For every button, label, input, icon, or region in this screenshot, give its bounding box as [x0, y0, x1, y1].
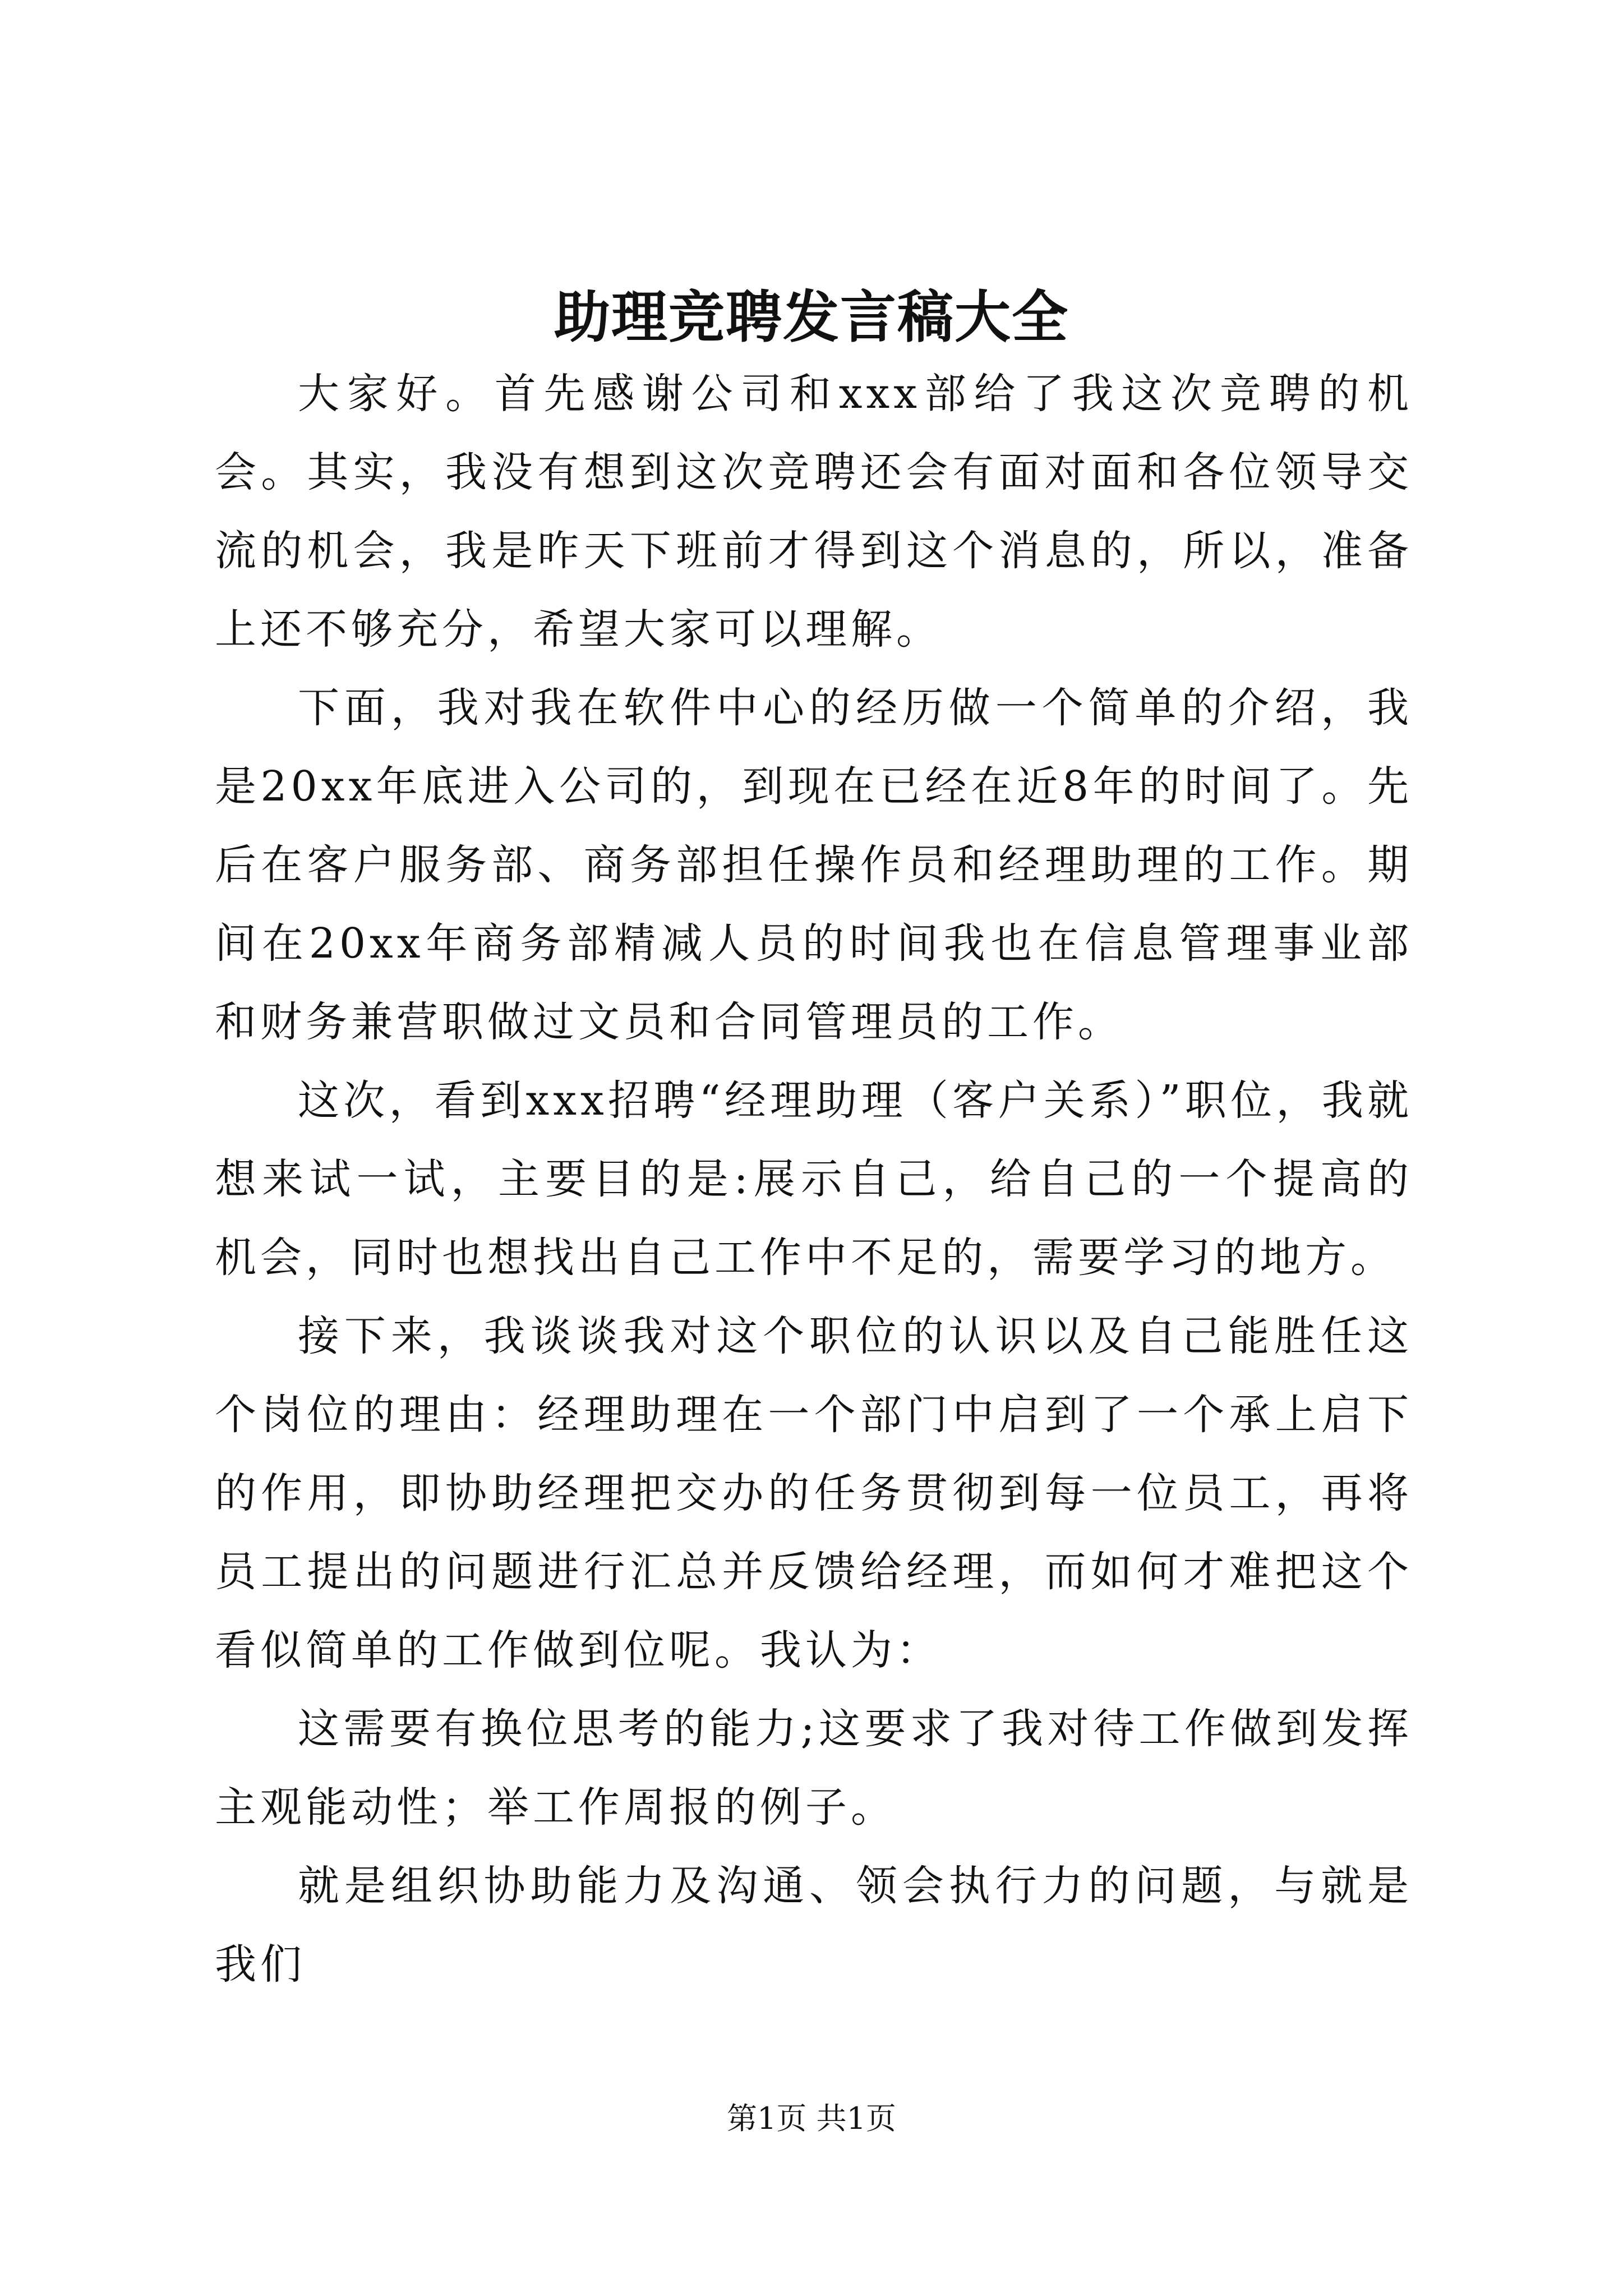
page-footer: 第1页 共1页 [727, 2101, 896, 2136]
paragraph-1: 大家好。首先感谢公司和xxx部给了我这次竞聘的机会。其实，我没有想到这次竞聘还会有面对面和各位领导交流的机会，我是昨天下班前才得到这个消息的，所以，准备上还不够充分，希望大家可以理解。 [215, 370, 1413, 654]
paragraph-4: 接下来，我谈谈我对这个职位的认识以及自己能胜任这个岗位的理由：经理助理在一个部门中启到了一个承上启下的作用，即协助经理把交办的任务贯彻到每一位员工，再将员工提出的问题进行汇总并反馈给经理，而如何才难把这个看似简单的工作做到位呢。我认为： [215, 1312, 1413, 1674]
document-title: 助理竞聘发言稿大全 [554, 284, 1069, 350]
paragraph-5: 这需要有换位思考的能力;这要求了我对待工作做到发挥主观能动性；举工作周报的例子。 [215, 1705, 1413, 1832]
document-body [215, 355, 1413, 2004]
paragraph-3: 这次，看到xxx招聘“经理助理（客户关系）”职位，我就想来试一试，主要目的是:展示自己，给自己的一个提高的机会，同时也想找出自己工作中不足的，需要学习的地方。 [215, 1076, 1413, 1282]
paragraph-2: 下面，我对我在软件中心的经历做一个简单的介绍，我是20xx年底进入公司的，到现在已经在近8年的时间了。先后在客户服务部、商务部担任操作员和经理助理的工作。期间在20xx年商务部精减人员的时间我也在信息管理事业部和财务兼营职做过文员和合同管理员的工作。 [215, 684, 1413, 1046]
paragraph-6: 就是组织协助能力及沟通、领会执行力的问题，与就是我们 [215, 1862, 1413, 1989]
